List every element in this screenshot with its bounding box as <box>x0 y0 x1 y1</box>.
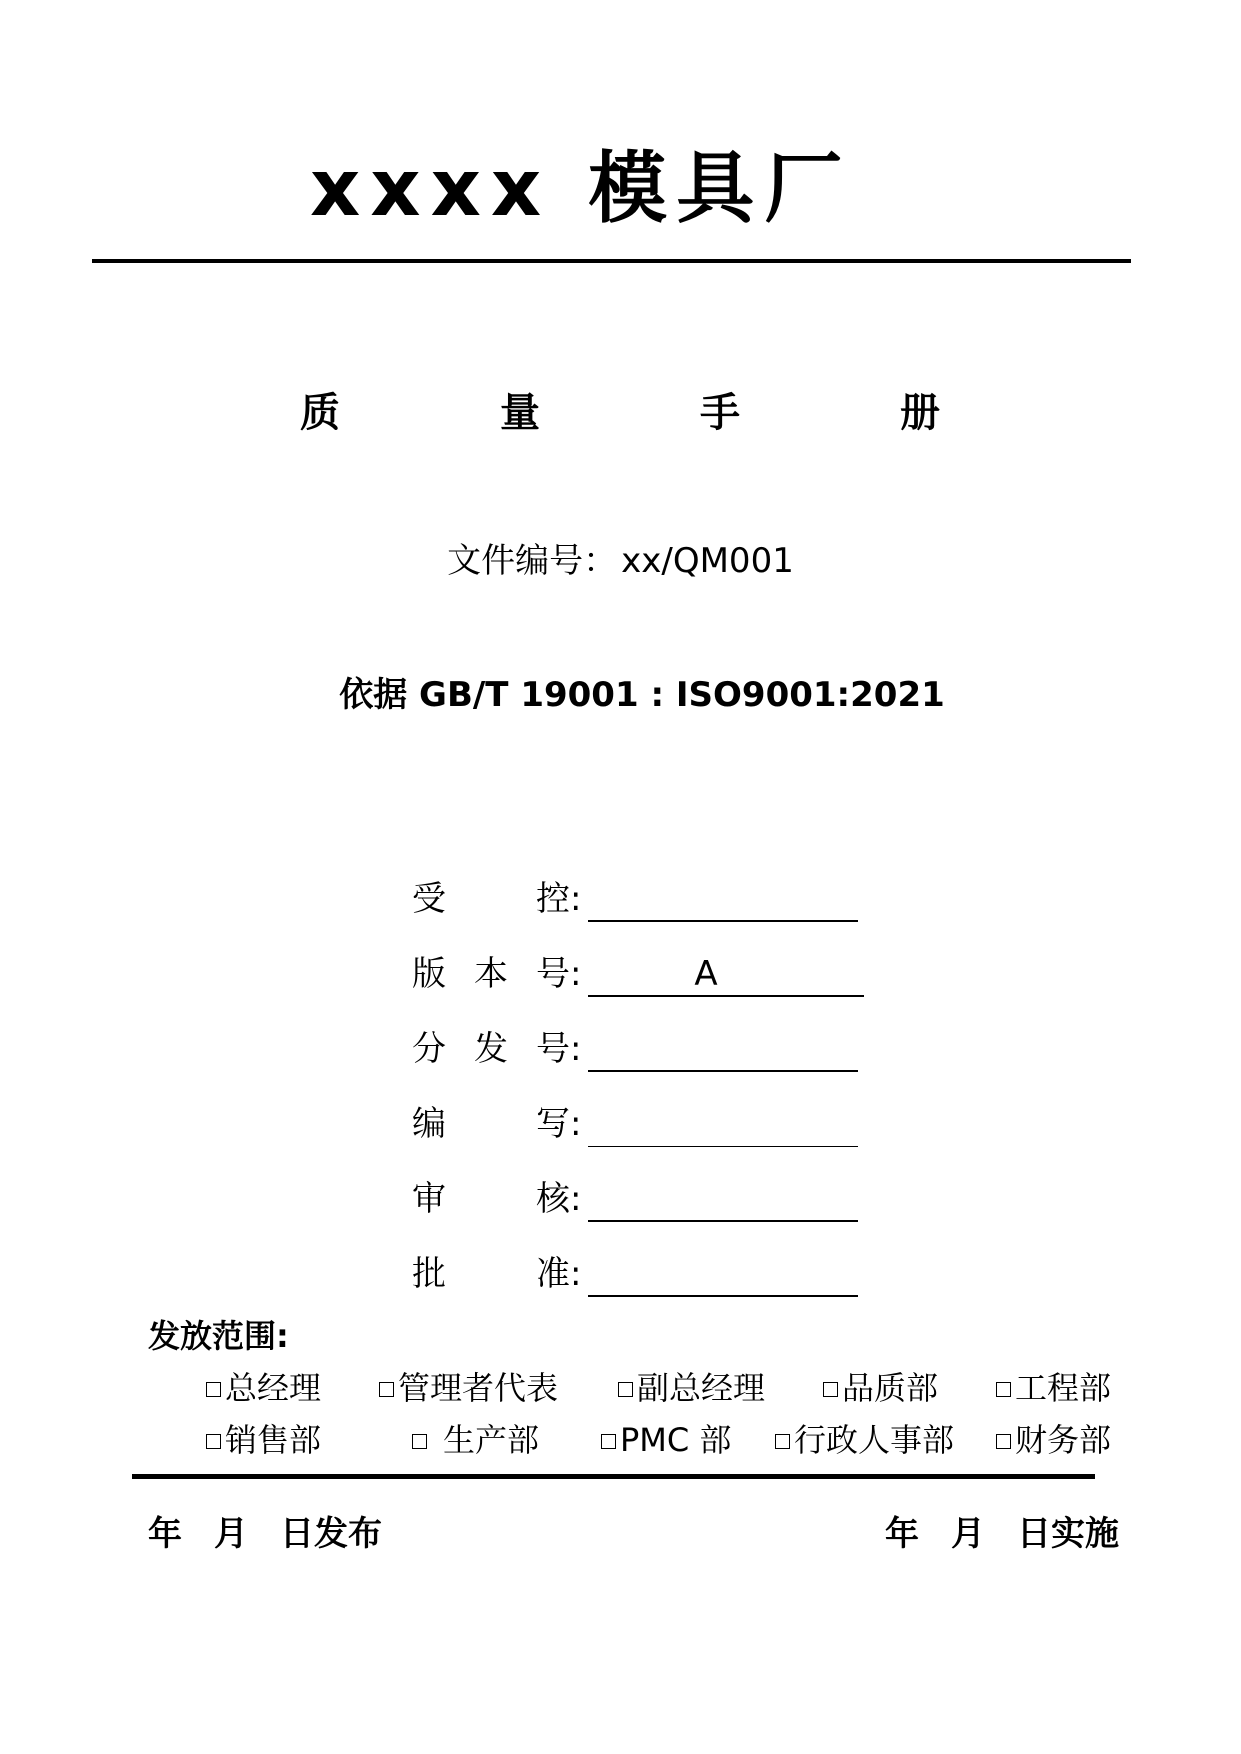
approved-field[interactable] <box>588 1257 858 1297</box>
form-colon: : <box>570 1254 582 1294</box>
checkbox-icon[interactable] <box>996 1434 1011 1449</box>
reviewed-field[interactable] <box>588 1182 858 1222</box>
effective-date: 年 月 日实施 <box>885 1514 1119 1554</box>
company-name: xxxx 模具厂 <box>310 144 853 234</box>
form-label: 审 核 <box>412 1179 570 1219</box>
version-field[interactable]: A <box>588 957 864 997</box>
form-colon: : <box>570 879 582 919</box>
title-char: 量 <box>500 390 540 436</box>
dept-checkbox[interactable]: 工程部 <box>996 1372 1111 1404</box>
manual-title <box>300 390 940 436</box>
form-label: 受 控 <box>412 879 570 919</box>
form-colon: : <box>570 1104 582 1144</box>
dept-checkbox[interactable]: 生产部 <box>412 1424 539 1456</box>
form-row-distribution-number <box>412 1026 858 1072</box>
checkbox-icon[interactable] <box>601 1434 616 1449</box>
form-colon: : <box>570 1179 582 1219</box>
form-colon: : <box>570 954 582 994</box>
document-number-value: xx/QM001 <box>621 541 794 581</box>
form-row-prepared <box>412 1101 858 1147</box>
document-number-label: 文件编号： <box>447 541 618 581</box>
form-row-version <box>412 951 864 997</box>
form-row-reviewed <box>412 1176 858 1222</box>
title-char: 质 <box>300 390 340 436</box>
dept-checkbox[interactable]: 副总经理 <box>618 1372 765 1404</box>
prepared-field[interactable] <box>588 1107 858 1147</box>
dept-checkbox[interactable]: 总经理 <box>206 1372 321 1404</box>
footer-divider <box>132 1474 1095 1479</box>
form-row-approved <box>412 1251 858 1297</box>
dept-checkbox[interactable]: PMC 部 <box>601 1424 731 1456</box>
standard-basis: 依据 GB/T 19001 : ISO9001:2021 <box>339 675 945 715</box>
checkbox-icon[interactable] <box>618 1382 633 1397</box>
checkbox-icon[interactable] <box>823 1382 838 1397</box>
form-label: 批 准 <box>412 1254 570 1294</box>
dept-checkbox[interactable]: 行政人事部 <box>775 1424 954 1456</box>
dept-checkbox[interactable]: 品质部 <box>823 1372 938 1404</box>
dept-checkbox[interactable]: 销售部 <box>206 1424 321 1456</box>
checkbox-icon[interactable] <box>412 1434 427 1449</box>
checkbox-icon[interactable] <box>379 1382 394 1397</box>
dept-checkbox[interactable]: 管理者代表 <box>379 1372 558 1404</box>
checkbox-icon[interactable] <box>775 1434 790 1449</box>
checkbox-icon[interactable] <box>206 1382 221 1397</box>
form-row-controlled <box>412 876 858 922</box>
form-label: 编 写 <box>412 1104 570 1144</box>
dept-checkbox[interactable]: 财务部 <box>996 1424 1111 1456</box>
distribution-title: 发放范围: <box>148 1317 289 1355</box>
controlled-field[interactable] <box>588 882 858 922</box>
issue-date: 年 月 日发布 <box>148 1514 382 1554</box>
title-char: 手 <box>700 390 740 436</box>
form-label: 版 本 号 <box>412 954 570 994</box>
form-label: 分 发 号 <box>412 1029 570 1069</box>
document-number <box>0 541 1241 581</box>
checkbox-icon[interactable] <box>206 1434 221 1449</box>
distribution-number-field[interactable] <box>588 1032 858 1072</box>
form-colon: : <box>570 1029 582 1069</box>
header-divider <box>92 259 1131 263</box>
title-char: 册 <box>900 390 940 436</box>
checkbox-icon[interactable] <box>996 1382 1011 1397</box>
